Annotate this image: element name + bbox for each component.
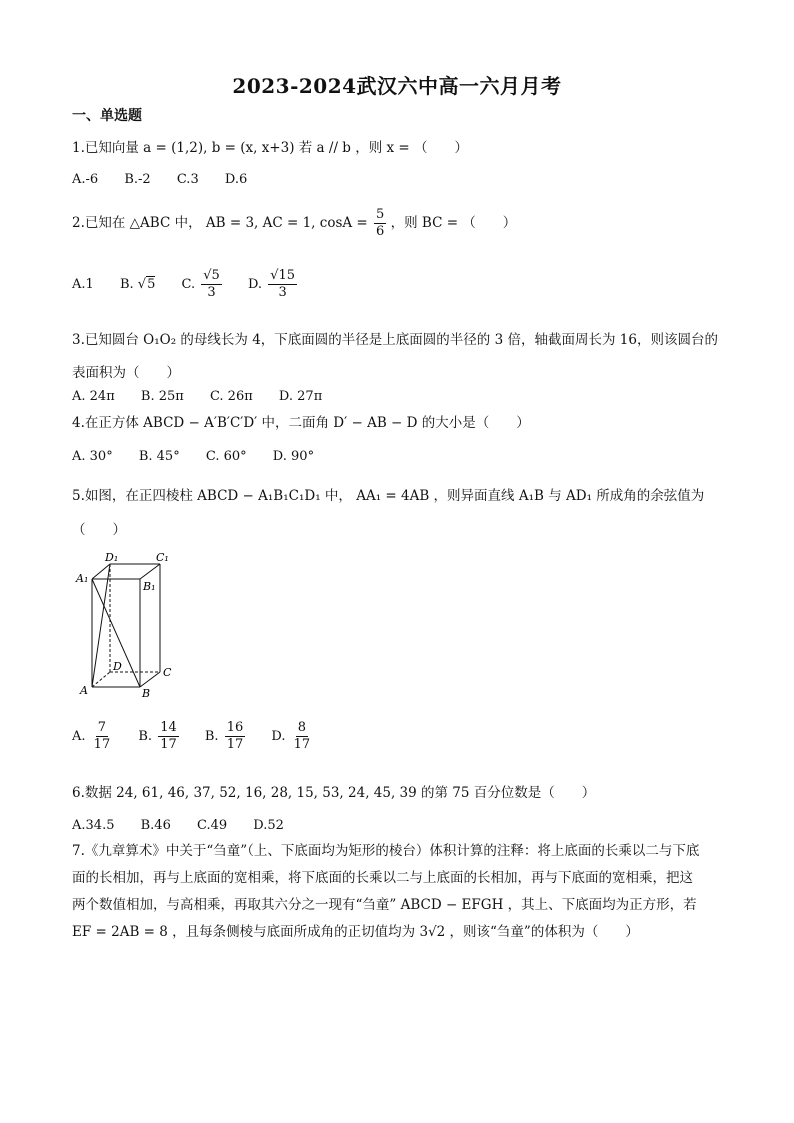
option-a: A.1: [72, 277, 94, 292]
fraction-denominator: 3: [278, 285, 287, 300]
question-1: 1.已知向量 a = (1,2), b = (x, x+3) 若 a // b ，则 x = （ ）: [72, 140, 469, 156]
option-b-label: B.: [119, 277, 134, 292]
label-d: D: [113, 660, 122, 673]
question-5-line-1: 5.如图，在正四棱柱 ABCD − A₁B₁C₁D₁ 中， AA₁ = 4AB ，则异面直线 A₁B 与 AD₁ 所成角的余弦值为: [72, 488, 705, 504]
label-a1: A₁: [76, 572, 89, 585]
question-7: [72, 838, 722, 946]
edge-b1-c1: [140, 564, 160, 579]
edge-a-d-hidden: [92, 672, 110, 687]
prism-figure: [72, 550, 182, 698]
option-label: D.: [271, 729, 286, 744]
label-a: A: [80, 684, 88, 697]
option-d: D.52: [253, 818, 284, 833]
question-2-tail: ，则 BC = （ ）: [390, 215, 517, 231]
option-c-label: C.: [181, 277, 196, 292]
option-a: A.-6: [72, 172, 99, 187]
option-d: [248, 268, 297, 301]
section-heading: 一、单选题: [72, 108, 142, 124]
question-2: [72, 206, 516, 240]
option-b: [120, 277, 155, 292]
option-d: D.6: [224, 172, 248, 187]
label-d1: D₁: [105, 551, 119, 564]
page-title: 2023-2024武汉六中高一六月月考: [232, 74, 562, 98]
option-c: C.3: [176, 172, 199, 187]
fraction-denominator: 17: [293, 737, 311, 752]
option-a: A.34.5: [72, 818, 115, 833]
option-b: B.46: [140, 818, 171, 833]
option-b: B. 45°: [138, 449, 180, 464]
question-2-stem: 2.已知在 △ABC 中， AB = 3, AC = 1, cosA =: [72, 215, 373, 231]
fraction-numerator: 14: [160, 720, 177, 735]
question-4: 4.在正方体 ABCD − A′B′C′D′ 中，二面角 D′ − AB − D 的大小是（ ）: [72, 415, 530, 431]
option-label: B.: [138, 729, 153, 744]
option-d: [271, 720, 312, 753]
option-fraction: [292, 720, 313, 753]
edge-a1-d1: [92, 564, 110, 579]
option-c: C. 26π: [209, 389, 253, 404]
question-6: 6.数据 24, 61, 46, 37, 52, 16, 28, 15, 53, 24, 45, 39 的第 75 百分位数是（ ）: [72, 785, 596, 801]
label-c1: C₁: [156, 551, 169, 564]
sqrt-radicand: 5: [147, 277, 156, 292]
option-b: [138, 720, 178, 753]
question-5-options: [72, 720, 334, 753]
question-1-options: [72, 172, 269, 187]
label-b: B: [142, 687, 151, 698]
option-fraction: [92, 720, 113, 753]
option-fraction: [225, 720, 246, 753]
label-b1: B₁: [143, 580, 156, 593]
option-label: A.: [72, 729, 86, 744]
diagonal-a-d1: [92, 564, 110, 687]
fraction-denominator: 17: [226, 737, 244, 752]
question-7-line-4: EF = 2AB = 8 ，且每条侧棱与底面所成角的正切值均为 3√2 ，则该“刍童”的体积为（ ）: [72, 924, 639, 940]
fraction-numerator: 8: [297, 720, 307, 735]
option-c: [181, 268, 221, 301]
option-d: D. 90°: [272, 449, 315, 464]
fraction-denominator: 6: [376, 224, 385, 239]
option-c: C. 60°: [205, 449, 247, 464]
option-d: D. 27π: [278, 389, 323, 404]
option-a: A. 24π: [72, 389, 115, 404]
option-b: B.-2: [124, 172, 151, 187]
question-6-options: [72, 818, 306, 833]
option-d-label: D.: [247, 277, 263, 292]
fraction-numerator: 16: [226, 720, 244, 735]
fraction-denominator: 17: [160, 737, 177, 752]
sqrt-symbol: [203, 268, 211, 283]
sqrt-radicand: 15: [278, 268, 296, 283]
option-c: [205, 720, 245, 753]
fraction-denominator: 17: [93, 737, 111, 752]
question-7-line-3: 两个数值相加，与高相乘，再取其六分之一现有“刍童” ABCD − EFGH ，其上、下底面均为正方形，若: [72, 897, 697, 913]
option-label: B.: [204, 729, 219, 744]
option-a: A. 30°: [72, 449, 113, 464]
option-d-fraction: [268, 268, 297, 301]
label-c: C: [163, 666, 172, 679]
question-3-line-2: 表面积为（ ）: [72, 365, 180, 381]
question-4-options: [72, 449, 336, 464]
sqrt-symbol: [138, 277, 146, 292]
question-7-line-2: 面的长相加，再与上底面的宽相乘，将下底面的长乘以二与上底面的长相加，再与下底面的宽相乘，把这: [72, 870, 693, 886]
fraction-numerator: [268, 268, 297, 285]
edge-b-c: [140, 672, 160, 687]
option-b: B. 25π: [140, 389, 184, 404]
question-3-line-1: 3.已知圆台 O₁O₂ 的母线长为 4，下底面圆的半径是上底面圆的半径的 3 倍，轴截面周长为 16，则该圆台的: [72, 332, 718, 348]
fraction-numerator: 5: [376, 207, 385, 222]
cos-fraction: [374, 207, 386, 240]
sqrt-symbol: [270, 268, 278, 283]
fraction-numerator: 7: [97, 720, 107, 735]
question-5-line-2: （ ）: [72, 522, 126, 538]
question-2-options: [72, 268, 319, 301]
option-fraction: [158, 720, 179, 753]
question-7-line-1: 7.《九章算术》中关于“刍童”（上、下底面均为矩形的棱台）体积计算的注释：将上底面的长乘以二与下底: [72, 843, 700, 859]
fraction-numerator: [201, 268, 222, 285]
option-c-fraction: [201, 268, 222, 301]
sqrt-radicand: 5: [211, 268, 220, 283]
fraction-denominator: 3: [207, 285, 216, 300]
option-a: [72, 720, 112, 753]
option-c: C.49: [196, 818, 228, 833]
question-3-options: [72, 389, 344, 404]
